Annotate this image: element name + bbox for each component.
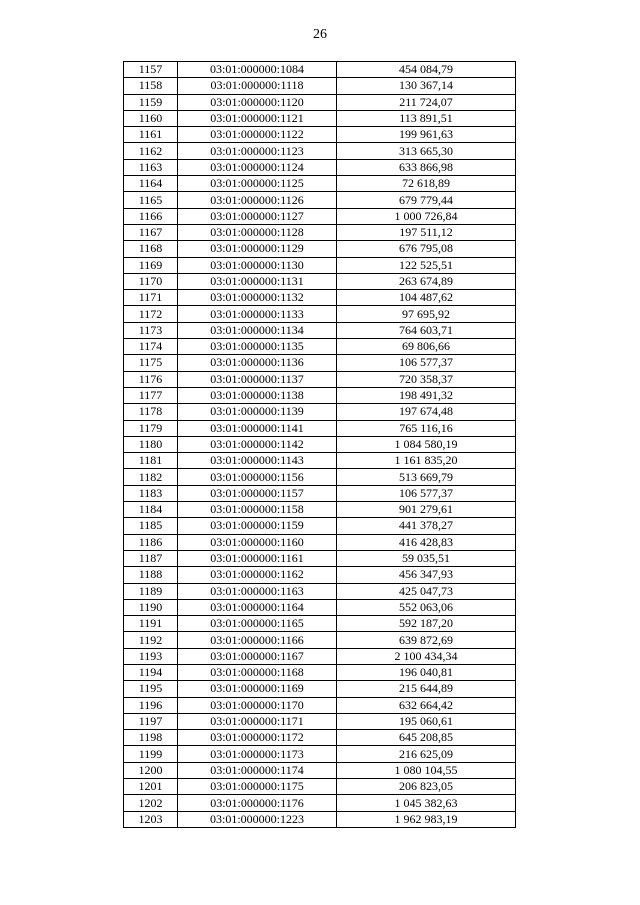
- row-number-cell: 1159: [124, 94, 178, 110]
- cadastral-value-cell: 679 779,44: [337, 192, 516, 208]
- cadastral-value-cell: 122 525,51: [337, 257, 516, 273]
- cadastral-number-cell: 03:01:000000:1130: [178, 257, 337, 273]
- cadastral-value-cell: 216 625,09: [337, 746, 516, 762]
- table-row: [124, 306, 516, 322]
- cadastral-number-cell: 03:01:000000:1162: [178, 567, 337, 583]
- row-number-cell: 1168: [124, 241, 178, 257]
- cadastral-number-cell: 03:01:000000:1176: [178, 795, 337, 811]
- table-row: [124, 436, 516, 452]
- row-number-cell: 1202: [124, 795, 178, 811]
- row-number-cell: 1170: [124, 273, 178, 289]
- cadastral-value-cell: 215 644,89: [337, 681, 516, 697]
- row-number-cell: 1172: [124, 306, 178, 322]
- table-row: [124, 583, 516, 599]
- row-number-cell: 1189: [124, 583, 178, 599]
- cadastral-number-cell: 03:01:000000:1161: [178, 550, 337, 566]
- cadastral-value-cell: 69 806,66: [337, 339, 516, 355]
- cadastral-number-cell: 03:01:000000:1172: [178, 730, 337, 746]
- cadastral-number-cell: 03:01:000000:1169: [178, 681, 337, 697]
- cadastral-number-cell: 03:01:000000:1157: [178, 485, 337, 501]
- row-number-cell: 1162: [124, 143, 178, 159]
- cadastral-number-cell: 03:01:000000:1126: [178, 192, 337, 208]
- row-number-cell: 1199: [124, 746, 178, 762]
- cadastral-number-cell: 03:01:000000:1174: [178, 762, 337, 778]
- cadastral-number-cell: 03:01:000000:1175: [178, 779, 337, 795]
- cadastral-number-cell: 03:01:000000:1171: [178, 713, 337, 729]
- cadastral-number-cell: 03:01:000000:1223: [178, 811, 337, 827]
- table-row: [124, 632, 516, 648]
- table-row: [124, 224, 516, 240]
- cadastral-number-cell: 03:01:000000:1160: [178, 534, 337, 550]
- cadastral-value-cell: 645 208,85: [337, 730, 516, 746]
- table-row: [124, 795, 516, 811]
- table-row: [124, 143, 516, 159]
- row-number-cell: 1174: [124, 339, 178, 355]
- row-number-cell: 1200: [124, 762, 178, 778]
- cadastral-value-cell: 632 664,42: [337, 697, 516, 713]
- cadastral-number-cell: 03:01:000000:1166: [178, 632, 337, 648]
- row-number-cell: 1190: [124, 599, 178, 615]
- cadastral-number-cell: 03:01:000000:1159: [178, 518, 337, 534]
- cadastral-value-cell: 2 100 434,34: [337, 648, 516, 664]
- cadastral-value-cell: 720 358,37: [337, 371, 516, 387]
- table-row: [124, 697, 516, 713]
- cadastral-number-cell: 03:01:000000:1167: [178, 648, 337, 664]
- row-number-cell: 1175: [124, 355, 178, 371]
- cadastral-value-cell: 113 891,51: [337, 110, 516, 126]
- row-number-cell: 1180: [124, 436, 178, 452]
- table-row: [124, 664, 516, 680]
- cadastral-number-cell: 03:01:000000:1168: [178, 664, 337, 680]
- cadastral-value-cell: 196 040,81: [337, 664, 516, 680]
- cadastral-value-cell: 130 367,14: [337, 78, 516, 94]
- cadastral-number-cell: 03:01:000000:1133: [178, 306, 337, 322]
- cadastral-number-cell: 03:01:000000:1129: [178, 241, 337, 257]
- cadastral-value-cell: 425 047,73: [337, 583, 516, 599]
- table-row: [124, 453, 516, 469]
- cadastral-value-cell: 454 084,79: [337, 62, 516, 78]
- cadastral-value-cell: 1 045 382,63: [337, 795, 516, 811]
- page-number: 26: [313, 27, 327, 42]
- cadastral-value-cell: 441 378,27: [337, 518, 516, 534]
- table-row: [124, 746, 516, 762]
- row-number-cell: 1169: [124, 257, 178, 273]
- row-number-cell: 1195: [124, 681, 178, 697]
- row-number-cell: 1194: [124, 664, 178, 680]
- row-number-cell: 1197: [124, 713, 178, 729]
- row-number-cell: 1173: [124, 322, 178, 338]
- row-number-cell: 1196: [124, 697, 178, 713]
- table-row: [124, 779, 516, 795]
- row-number-cell: 1171: [124, 290, 178, 306]
- cadastral-value-cell: 592 187,20: [337, 616, 516, 632]
- table-body: [124, 62, 516, 828]
- table-row: [124, 469, 516, 485]
- row-number-cell: 1165: [124, 192, 178, 208]
- row-number-cell: 1178: [124, 404, 178, 420]
- cadastral-value-cell: 1 962 983,19: [337, 811, 516, 827]
- table-row: [124, 273, 516, 289]
- row-number-cell: 1163: [124, 159, 178, 175]
- cadastral-number-cell: 03:01:000000:1141: [178, 420, 337, 436]
- cadastral-value-cell: 106 577,37: [337, 485, 516, 501]
- cadastral-number-cell: 03:01:000000:1122: [178, 127, 337, 143]
- table-row: [124, 387, 516, 403]
- row-number-cell: 1201: [124, 779, 178, 795]
- row-number-cell: 1157: [124, 62, 178, 78]
- row-number-cell: 1198: [124, 730, 178, 746]
- cadastral-number-cell: 03:01:000000:1143: [178, 453, 337, 469]
- cadastral-value-cell: 765 116,16: [337, 420, 516, 436]
- row-number-cell: 1158: [124, 78, 178, 94]
- table-row: [124, 339, 516, 355]
- cadastral-number-cell: 03:01:000000:1173: [178, 746, 337, 762]
- row-number-cell: 1191: [124, 616, 178, 632]
- cadastral-number-cell: 03:01:000000:1128: [178, 224, 337, 240]
- row-number-cell: 1164: [124, 176, 178, 192]
- table-row: [124, 518, 516, 534]
- cadastral-value-cell: 456 347,93: [337, 567, 516, 583]
- table-row: [124, 502, 516, 518]
- cadastral-number-cell: 03:01:000000:1135: [178, 339, 337, 355]
- cadastral-number-cell: 03:01:000000:1132: [178, 290, 337, 306]
- cadastral-number-cell: 03:01:000000:1137: [178, 371, 337, 387]
- table-row: [124, 355, 516, 371]
- table-row: [124, 730, 516, 746]
- table-row: [124, 811, 516, 827]
- table-row: [124, 94, 516, 110]
- cadastral-value-cell: 195 060,61: [337, 713, 516, 729]
- table-row: [124, 616, 516, 632]
- cadastral-number-cell: 03:01:000000:1163: [178, 583, 337, 599]
- cadastral-number-cell: 03:01:000000:1164: [178, 599, 337, 615]
- cadastral-value-cell: 197 674,48: [337, 404, 516, 420]
- cadastral-value-cell: 552 063,06: [337, 599, 516, 615]
- table-row: [124, 567, 516, 583]
- row-number-cell: 1184: [124, 502, 178, 518]
- cadastral-value-cell: 199 961,63: [337, 127, 516, 143]
- row-number-cell: 1161: [124, 127, 178, 143]
- cadastral-value-cell: 104 487,62: [337, 290, 516, 306]
- cadastral-value-cell: 1 084 580,19: [337, 436, 516, 452]
- table-row: [124, 371, 516, 387]
- table-row: [124, 78, 516, 94]
- cadastral-number-cell: 03:01:000000:1158: [178, 502, 337, 518]
- cadastral-value-cell: 676 795,08: [337, 241, 516, 257]
- cadastral-value-cell: 639 872,69: [337, 632, 516, 648]
- table-row: [124, 241, 516, 257]
- cadastral-value-cell: 59 035,51: [337, 550, 516, 566]
- cadastral-value-cell: 1 000 726,84: [337, 208, 516, 224]
- cadastral-value-cell: 211 724,07: [337, 94, 516, 110]
- cadastral-value-cell: 1 161 835,20: [337, 453, 516, 469]
- table-row: [124, 257, 516, 273]
- table-row: [124, 648, 516, 664]
- table-row: [124, 62, 516, 78]
- row-number-cell: 1183: [124, 485, 178, 501]
- cadastral-number-cell: 03:01:000000:1121: [178, 110, 337, 126]
- row-number-cell: 1181: [124, 453, 178, 469]
- cadastral-number-cell: 03:01:000000:1118: [178, 78, 337, 94]
- table-row: [124, 404, 516, 420]
- row-number-cell: 1160: [124, 110, 178, 126]
- cadastral-number-cell: 03:01:000000:1139: [178, 404, 337, 420]
- cadastral-number-cell: 03:01:000000:1120: [178, 94, 337, 110]
- cadastral-value-cell: 97 695,92: [337, 306, 516, 322]
- cadastral-value-cell: 764 603,71: [337, 322, 516, 338]
- table-row: [124, 420, 516, 436]
- table-row: [124, 550, 516, 566]
- cadastral-number-cell: 03:01:000000:1125: [178, 176, 337, 192]
- cadastral-value-cell: 901 279,61: [337, 502, 516, 518]
- cadastral-value-cell: 72 618,89: [337, 176, 516, 192]
- table-row: [124, 713, 516, 729]
- cadastral-number-cell: 03:01:000000:1131: [178, 273, 337, 289]
- cadastral-number-cell: 03:01:000000:1142: [178, 436, 337, 452]
- row-number-cell: 1186: [124, 534, 178, 550]
- cadastral-value-cell: 416 428,83: [337, 534, 516, 550]
- cadastral-value-table: [123, 61, 516, 828]
- row-number-cell: 1179: [124, 420, 178, 436]
- row-number-cell: 1185: [124, 518, 178, 534]
- row-number-cell: 1193: [124, 648, 178, 664]
- cadastral-number-cell: 03:01:000000:1136: [178, 355, 337, 371]
- row-number-cell: 1187: [124, 550, 178, 566]
- cadastral-number-cell: 03:01:000000:1165: [178, 616, 337, 632]
- table-row: [124, 485, 516, 501]
- cadastral-number-cell: 03:01:000000:1156: [178, 469, 337, 485]
- cadastral-value-cell: 263 674,89: [337, 273, 516, 289]
- cadastral-number-cell: 03:01:000000:1138: [178, 387, 337, 403]
- cadastral-number-cell: 03:01:000000:1084: [178, 62, 337, 78]
- row-number-cell: 1167: [124, 224, 178, 240]
- table-row: [124, 681, 516, 697]
- cadastral-number-cell: 03:01:000000:1127: [178, 208, 337, 224]
- cadastral-value-cell: 197 511,12: [337, 224, 516, 240]
- cadastral-number-cell: 03:01:000000:1124: [178, 159, 337, 175]
- table-row: [124, 534, 516, 550]
- table-row: [124, 762, 516, 778]
- table-row: [124, 110, 516, 126]
- table-row: [124, 290, 516, 306]
- cadastral-number-cell: 03:01:000000:1170: [178, 697, 337, 713]
- cadastral-number-cell: 03:01:000000:1134: [178, 322, 337, 338]
- row-number-cell: 1203: [124, 811, 178, 827]
- table-row: [124, 176, 516, 192]
- row-number-cell: 1182: [124, 469, 178, 485]
- table-row: [124, 127, 516, 143]
- table-row: [124, 159, 516, 175]
- table-row: [124, 322, 516, 338]
- cadastral-number-cell: 03:01:000000:1123: [178, 143, 337, 159]
- row-number-cell: 1188: [124, 567, 178, 583]
- row-number-cell: 1192: [124, 632, 178, 648]
- row-number-cell: 1176: [124, 371, 178, 387]
- cadastral-value-cell: 1 080 104,55: [337, 762, 516, 778]
- table-row: [124, 599, 516, 615]
- cadastral-value-cell: 106 577,37: [337, 355, 516, 371]
- table-row: [124, 208, 516, 224]
- cadastral-value-cell: 313 665,30: [337, 143, 516, 159]
- row-number-cell: 1177: [124, 387, 178, 403]
- cadastral-value-cell: 206 823,05: [337, 779, 516, 795]
- table-row: [124, 192, 516, 208]
- cadastral-value-cell: 633 866,98: [337, 159, 516, 175]
- cadastral-value-cell: 198 491,32: [337, 387, 516, 403]
- row-number-cell: 1166: [124, 208, 178, 224]
- cadastral-value-cell: 513 669,79: [337, 469, 516, 485]
